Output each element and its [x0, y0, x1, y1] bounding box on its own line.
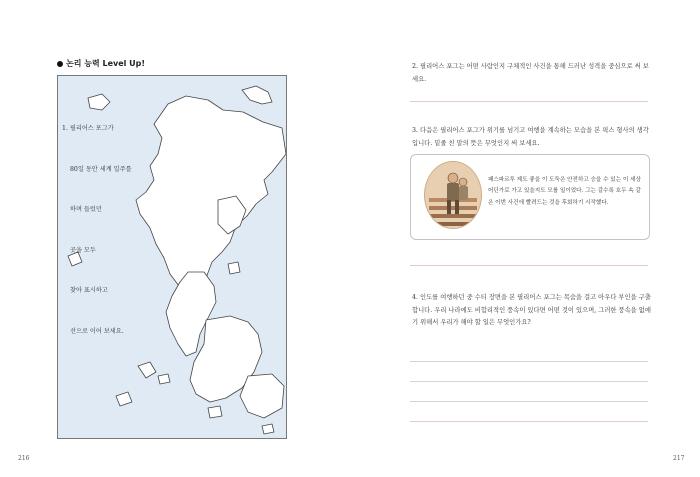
section-title-text: 논리 능력 Level Up!: [66, 59, 146, 68]
question-1-line: 곳을 모두: [70, 246, 96, 254]
quote-text: 패스파르투 제도 좋을 이 도둑은 안전하고 승을 수 있는 이 세상 어딘가로 가고 있을지도 모를 일이었다. 그는 갈수록 호두 속 같은 이번 사건에 빨려드는 것을 후회하기 시작했다.: [488, 177, 641, 206]
question-1-line: 찾아 표시하고: [70, 287, 108, 294]
answer-line[interactable]: [410, 265, 648, 266]
question-4: 4. 인도를 여행하던 중 수티 장면을 본 필리어스 포그는 목숨을 걸고 아우다 부인을 구출합니다. 우리 나라에도 비합리적인 풍속이 있다면 어떤 것이 있으며, 그러한 풍속을 없애기 위해서 우리가 해야 할 일은 무엇인가요?: [412, 294, 651, 326]
question-1-line: 하며 들렀던: [70, 206, 102, 213]
answer-line[interactable]: [410, 381, 648, 382]
answer-line[interactable]: [410, 421, 648, 422]
page-number-left: 216: [18, 455, 30, 462]
answer-line[interactable]: [410, 361, 648, 362]
question-1: [62, 95, 132, 352]
question-1-line: 1. 필리어스 포그가: [62, 125, 114, 132]
question-1-line: 선으로 이어 보세요.: [70, 327, 124, 335]
illustration-image: [424, 161, 482, 229]
section-title: [57, 58, 145, 69]
question-2: 2. 필리어스 포그는 어떤 사람인지 구체적인 사건을 통해 드러난 성격을 중심으로 써 보세요.: [412, 63, 649, 83]
question-3: 3. 다음은 필리어스 포그가 위기를 넘기고 여행을 계속하는 모습을 본 픽스 형사의 생각입니다. 밑줄 친 말의 뜻은 무엇인지 써 보세요.: [412, 127, 649, 147]
question-1-line: 80일 동안 세계 일주를: [70, 165, 132, 173]
page-number-right: 217: [673, 455, 685, 462]
answer-line[interactable]: [410, 101, 648, 102]
bullet-icon: [57, 61, 63, 67]
man-on-stairs-icon: [425, 162, 481, 228]
answer-line[interactable]: [410, 401, 648, 402]
